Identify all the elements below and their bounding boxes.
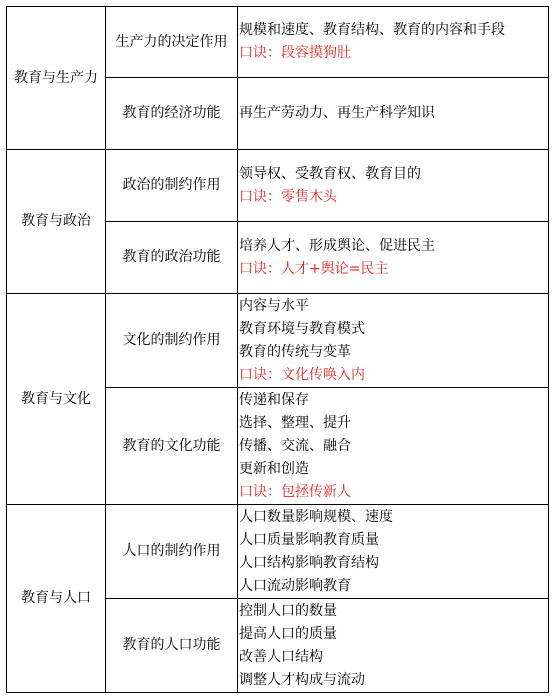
detail-line: 内容与水平 (239, 297, 309, 314)
detail-cell (238, 150, 549, 222)
detail-line: 领导权、受教育权、教育目的 (239, 165, 421, 182)
subcategory-cell: 教育的经济功能 (106, 78, 238, 150)
detail-cell (238, 294, 549, 388)
detail-cell (238, 78, 549, 150)
detail-line: 人口结构影响教育结构 (239, 554, 379, 571)
mnemonic-line: 口诀：人才+舆论=民主 (239, 260, 389, 277)
detail-cell (238, 222, 549, 294)
category-cell: 教育与人口 (7, 505, 106, 693)
detail-line: 调整人才构成与流动 (239, 671, 365, 688)
subcategory-cell: 政治的制约作用 (106, 150, 238, 222)
detail-line: 人口流动影响教育 (239, 577, 351, 594)
detail-line: 教育的传统与变革 (239, 343, 351, 360)
detail-cell (238, 7, 549, 78)
detail-line: 传递和保存 (239, 391, 309, 408)
detail-line: 再生产劳动力、再生产科学知识 (239, 105, 435, 121)
category-cell: 教育与生产力 (7, 7, 106, 150)
detail-line: 教育环境与教育模式 (239, 320, 365, 337)
subcategory-cell: 人口的制约作用 (106, 505, 238, 599)
mnemonic-line: 口诀：包拯传新人 (239, 483, 351, 500)
mnemonic-line: 口诀：段容摸狗肚 (239, 45, 351, 61)
detail-cell (238, 505, 549, 599)
detail-line: 培养人才、形成舆论、促进民主 (239, 237, 435, 254)
detail-line: 规模和速度、教育结构、教育的内容和手段 (239, 22, 505, 38)
table-row (7, 294, 549, 388)
table-row (7, 7, 549, 78)
table-row (7, 505, 549, 599)
detail-line: 控制人口的数量 (239, 602, 337, 619)
detail-line: 改善人口结构 (239, 648, 323, 665)
subcategory-cell: 教育的文化功能 (106, 388, 238, 505)
detail-line: 选择、整理、提升 (239, 414, 351, 431)
subcategory-cell: 生产力的决定作用 (106, 7, 238, 78)
subcategory-cell: 教育的人口功能 (106, 599, 238, 693)
mnemonic-line: 口诀：文化传唤入内 (239, 366, 365, 383)
detail-cell (238, 388, 549, 505)
detail-line: 人口数量影响规模、速度 (239, 508, 393, 525)
detail-line: 人口质量影响教育质量 (239, 531, 379, 548)
table-row (7, 150, 549, 222)
education-relations-table (6, 6, 549, 693)
category-cell: 教育与文化 (7, 294, 106, 505)
detail-line: 提高人口的质量 (239, 625, 337, 642)
detail-line: 更新和创造 (239, 460, 309, 477)
subcategory-cell: 教育的政治功能 (106, 222, 238, 294)
subcategory-cell: 文化的制约作用 (106, 294, 238, 388)
mnemonic-line: 口诀：零售木头 (239, 188, 337, 205)
category-cell: 教育与政治 (7, 150, 106, 294)
detail-line: 传播、交流、融合 (239, 437, 351, 454)
detail-cell (238, 599, 549, 693)
